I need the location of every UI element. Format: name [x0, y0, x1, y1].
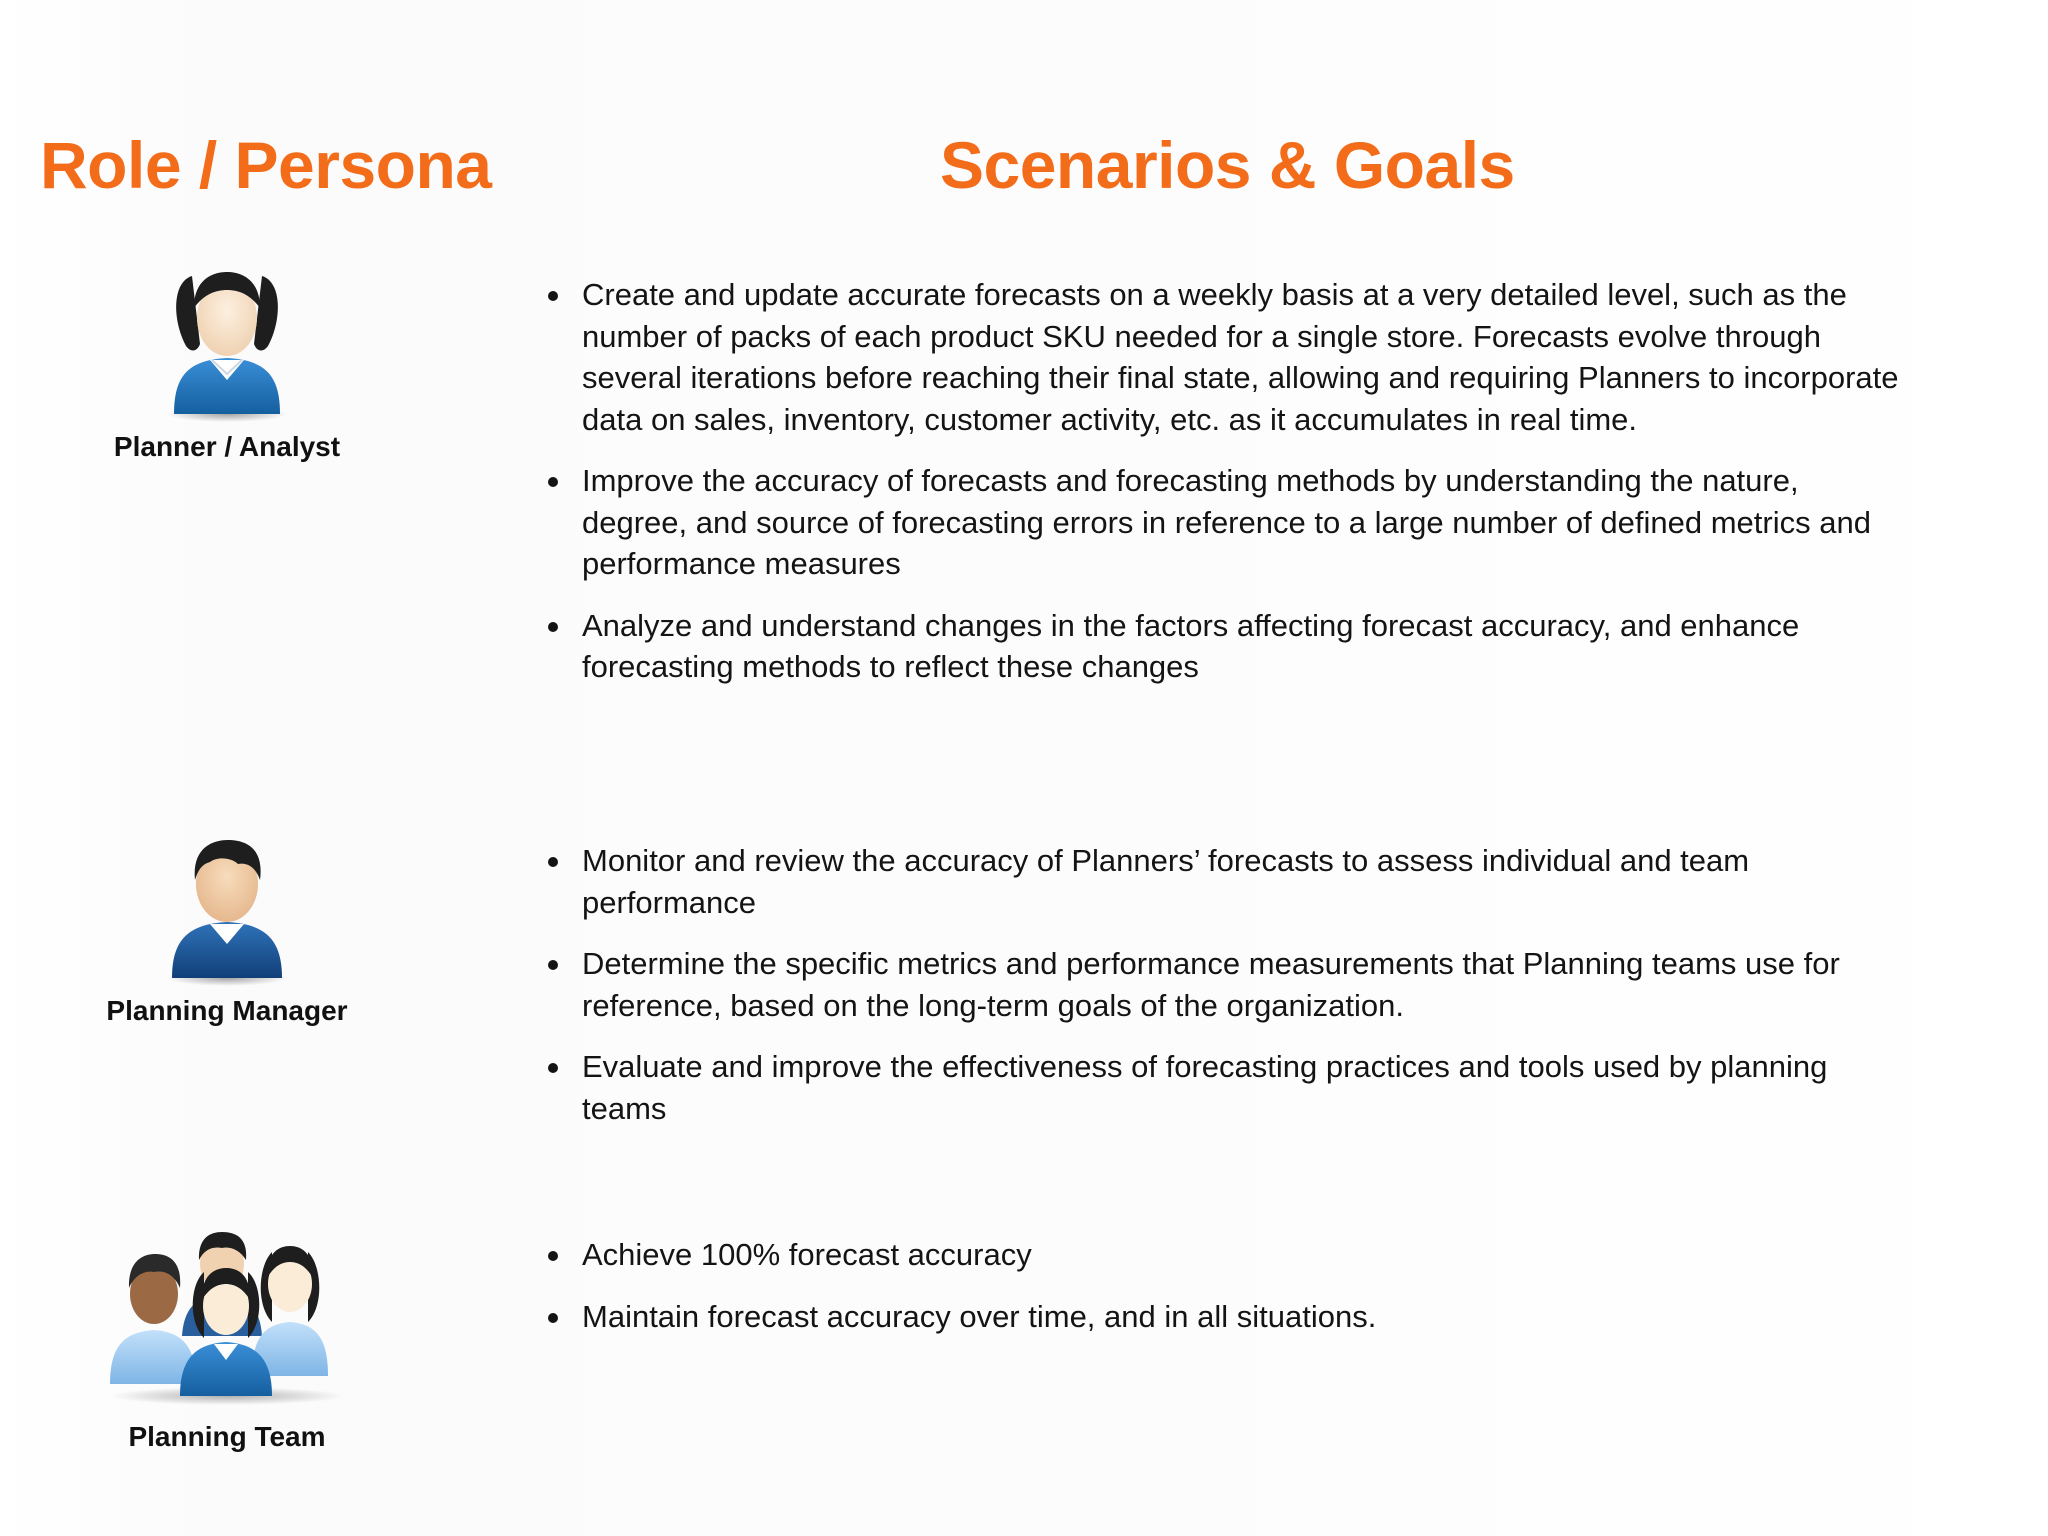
- scenarios-goals-heading: Scenarios & Goals: [940, 128, 1515, 202]
- goal-item: Analyze and understand changes in the factors affecting forecast accuracy, and enhance forecasting methods to reflect these changes: [545, 605, 1905, 688]
- goal-item: Maintain forecast accuracy over time, and in all situations.: [545, 1296, 1905, 1338]
- user-group-icon: [102, 1226, 352, 1406]
- goal-item: Monitor and review the accuracy of Planners’ forecasts to assess individual and team performance: [545, 840, 1905, 923]
- goal-item: Achieve 100% forecast accuracy: [545, 1234, 1905, 1276]
- goals-list-planning-manager: [545, 840, 1905, 1149]
- role-persona-heading: Role / Persona: [40, 128, 492, 202]
- persona-planning-manager: [57, 836, 397, 1028]
- persona-label: Planning Team: [128, 1421, 326, 1452]
- persona-label: Planner / Analyst: [113, 431, 341, 462]
- persona-planning-team: [57, 1226, 397, 1454]
- goal-item: Create and update accurate forecasts on a weekly basis at a very detailed level, such as the number of packs of each product SKU needed for a single store. Forecasts evolve through several iterations before reaching their final state, allowing and requiring Planners to incorporate data on sales, inventory, customer activity, etc. as it accumulates in real time.: [545, 274, 1905, 440]
- persona-label: Planning Manager: [106, 995, 348, 1026]
- goal-item: Determine the specific metrics and performance measurements that Planning teams use for reference, based on the long-term goals of the organization.: [545, 943, 1905, 1026]
- goal-item: Improve the accuracy of forecasts and forecasting methods by understanding the nature, degree, and source of forecasting errors in reference to a large number of defined metrics and performance measures: [545, 460, 1905, 585]
- user-female-icon: [162, 268, 292, 422]
- goal-item: Evaluate and improve the effectiveness of forecasting practices and tools used by planning teams: [545, 1046, 1905, 1129]
- user-male-icon: [162, 836, 292, 986]
- goals-list-planner-analyst: [545, 274, 1905, 708]
- goals-list-planning-team: [545, 1234, 1905, 1357]
- persona-planner-analyst: [57, 268, 397, 464]
